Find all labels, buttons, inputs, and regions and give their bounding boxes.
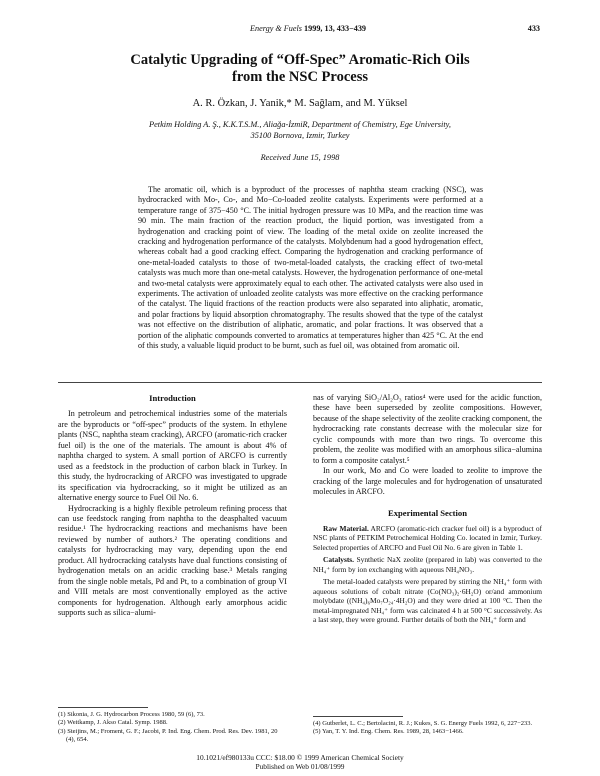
footnotes-left xyxy=(58,711,287,744)
journal-name: Energy & Fuels xyxy=(250,24,302,33)
journal-citation xyxy=(250,24,366,33)
footnote: (5) Yan, T. Y. Ind. Eng. Chem. Res. 1989, 28, 1463−1466. xyxy=(313,728,464,736)
intro-paragraph: Hydrocracking is a highly flexible petroleum refining process that can use feedstock ranging from naphtha to the deasphalted vacuum residue.¹ The hydrocracking reactions and mechanisms have been reviewed by number of authors.² The operating conditions and catalysts for hydrocracking may vary, depending upon the end product. All hydrocracking catalysts have dual functions consisting of hydrogenation metals on an acidic cracking base.³ Metals ranging from the single noble metals, Pd and Pt, to a combination of group VI and VIII metals are most conventionally employed as the active components for hydrogenation. Although early amorphous acidic supports such as silica−alumi- xyxy=(58,503,287,618)
left-column xyxy=(58,393,287,619)
raw-material-paragraph xyxy=(313,524,542,553)
catalysts-paragraph xyxy=(313,555,542,574)
received-date: Received June 15, 1998 xyxy=(260,153,340,162)
article-title xyxy=(60,52,540,86)
publication-date: Published on Web 01/08/1999 xyxy=(255,762,345,771)
footnote: (4) Gutberlet, L. C.; Bertolacini, R. J.; Kukes, S. G. Energy Fuels 1992, 6, 227−233. xyxy=(313,720,533,727)
abstract-divider xyxy=(58,382,542,383)
title-line-2: from the NSC Process xyxy=(232,69,368,85)
catalysts-text: Synthetic NaX zeolite (prepared in lab) was converted to the NH₄⁺ form by ion exchanging with aqueous NH₄NO₃. xyxy=(313,555,542,574)
doi-copyright: 10.1021/ef980133u CCC: $18.00 © 1999 American Chemical Society xyxy=(196,753,404,762)
intro-continued: nas of varying SiO₂/Al₂O₃ ratios⁴ were used for the acidic function, these have been superseded by zeolite compositions. However, because of the shape selectivity of the zeolite cracking component, the hydrocracking rate constants decrease with the molecular size for cyclic compounds with more than two rings. To overcome this problem, the zeolite was modified with an amorphous silica−alumina to form a composite catalyst.⁵ xyxy=(313,393,542,465)
author-list: A. R. Özkan, J. Yanik,* M. Sağlam, and M. Yüksel xyxy=(192,98,408,109)
abstract: The aromatic oil, which is a byproduct of the processes of naphtha steam cracking (NSC), was hydrocracked with Mo-, Co-, and Mo−Co-loaded zeolite catalysts. Experiments were performed at a temperature range of 375−450 °C. The initial hydrogen pressure was 10 MPa, and the reaction time was 90 min. The main fraction of the reaction product, the liquid portion, was investigated from a hydrogenation and cracking point of view. The loading of the metal oxide on zeolite increased the cracking and hydrogenation performance of the catalysts. Molybdenum had a good hydrogenation effect, whereas cobalt had a good cracking effect. Comparing the hydrogenation and cracking performance of one-metal-loaded catalysts to those of two-metal-loaded catalysts, the cracking effect of two-metal catalysts was much more than one-metal catalysts. However, the hydrogenation performance of one-metal and two-metal catalysts were approximately equal to each other. The activated catalysts were also used in experiments. The activation of unloaded zeolite catalysts was more effective on the cracking performance of the catalyst. The liquid fractions of the reaction products were also separated into aliphatic, aromatic, and polar fractions by liquid absorption chromatography. The results showed that the type of the catalyst was not effective on the distribution of aliphatic, aromatic, and polar fractions. It was observed that a portion of the aliphatic compounds converted to aromatics at temperatures higher than 425 °C. At the end of this study, a valuable liquid product to be burnt, such as fuel oil, was obtained from aromatic oil. xyxy=(138,185,483,351)
affiliation-line-1: Petkim Holding A. Ş., K.K.T.S.M., Aliağa-İzmiR, Department of Chemistry, Ege University, xyxy=(149,120,451,129)
intro-paragraph: In our work, Mo and Co were loaded to zeolite to improve the cracking of the large molecules and for hydrogenation of unsaturated molecules in ARCFO. xyxy=(313,466,542,497)
right-column xyxy=(313,393,542,625)
footnotes-right xyxy=(313,720,542,737)
intro-paragraph: In petroleum and petrochemical industries some of the materials are the byproducts or “off-spec” products of the system. In ethylene plants (NSC, naphtha steam cracking), ARCFO (aromatic-rich cracker fuel oil) is the one of the materials. The amount is about 4% of naphtha charged to system. A small portion of ARCFO is currently used as a feedstock in the production of carbon black in Turkey. In this study, the hydrocracking of ARCFO was investigated to upgrade its specification via hydrocracking, so it might be utilized as an alternative energy source to Fuel Oil No. 6. xyxy=(58,409,287,503)
raw-material-text: ARCFO (aromatic-rich cracker fuel oil) is a byproduct of NSC plants of PETKIM Petrochemical Holding Co. located in Izmir, Turkey. Selected properties of ARCFO and Fuel Oil No. 6 are given in Table 1. xyxy=(313,523,542,552)
footnote: (2) Weitkamp, J. Akso Catal. Symp. 1988. xyxy=(58,719,168,727)
title-line-1: Catalytic Upgrading of “Off-Spec” Aromatic-Rich Oils xyxy=(130,52,470,68)
page-number: 433 xyxy=(527,24,540,33)
raw-material-title: Raw Material. xyxy=(323,523,369,533)
introduction-heading: Introduction xyxy=(149,393,196,403)
experimental-heading: Experimental Section xyxy=(387,507,467,518)
footnote-divider xyxy=(313,716,403,717)
footnote: (1) Sikonia, J. G. Hydrocarbon Process 1980, 59 (6), 73. xyxy=(58,711,205,718)
affiliation xyxy=(100,119,500,141)
page-footer xyxy=(0,753,600,771)
footnote: (3) Steijins, M.; Froment, G. F.; Jacobi, P. Ind. Eng. Chem. Prod. Res. Dev. 1981, 20 (4), 654. xyxy=(58,727,278,743)
affiliation-line-2: 35100 Bornova, Izmir, Turkey xyxy=(250,131,350,140)
journal-volume: 1999, 13, 433−439 xyxy=(304,24,367,33)
footnote-divider xyxy=(58,707,148,708)
catalysts-title: Catalysts. xyxy=(323,555,354,565)
catalyst-prep-paragraph: The metal-loaded catalysts were prepared by stirring the NH₄⁺ form with aqueous solutions of cobalt nitrate (Co(NO₃)₂·6H₂O) or/and ammonium molybdate ((NH₄)₆Mo₇O₂₄·4H₂O) and they were dried at 100 °C. Then the metal-impregnated NH₄⁺ form was calcinated 4 h at 500 °C successively. As a last step, they were ground. Further details of both the NH₄⁺ form and xyxy=(313,577,542,625)
